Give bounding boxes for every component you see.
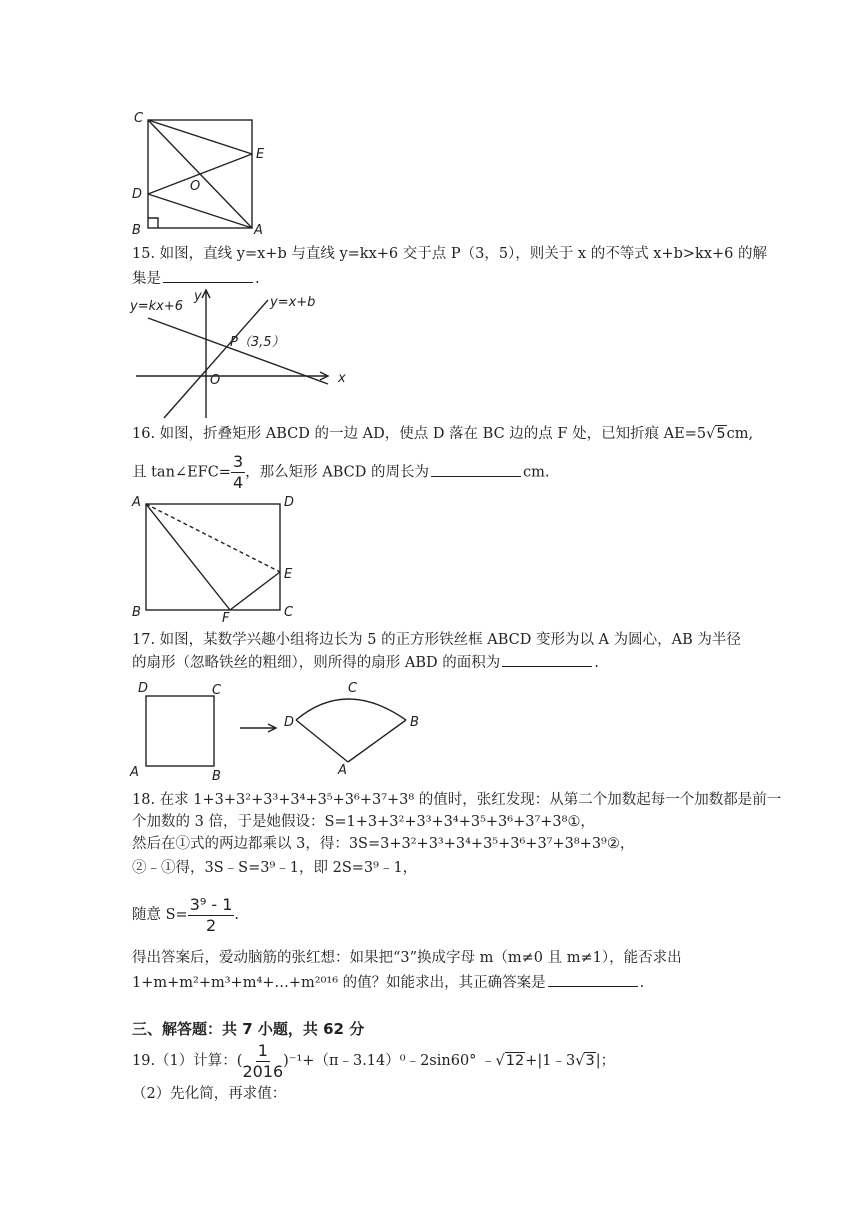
label-point-p: P（3,5） bbox=[230, 335, 285, 350]
label-origin: O bbox=[210, 373, 221, 388]
q18-fraction bbox=[188, 895, 235, 936]
q16-line2-text: 且 tan∠EFC= bbox=[132, 464, 231, 481]
q19-part1-end: |； bbox=[595, 1053, 616, 1069]
figure-q17-square-sector bbox=[128, 676, 428, 784]
q19-radical-3: 3 bbox=[585, 1053, 595, 1069]
q17-line2-end: . bbox=[594, 655, 599, 671]
figure-q14-rectangle bbox=[128, 108, 278, 236]
q18-line7-text: 1+m+m²+m³+m⁴+…+m²⁰¹⁶ 的值？如能求出，其正确答案是 bbox=[132, 975, 546, 991]
q19-part2: （2）先化简，再求值： bbox=[132, 1086, 287, 1102]
q17-line2-text: 的扇形（忽略铁丝的粗细），则所得的扇形 ABD 的面积为 bbox=[132, 655, 501, 671]
label-sq-b: B bbox=[212, 769, 221, 784]
label-line-kx6: y=kx+6 bbox=[130, 299, 183, 314]
label-sec-c: C bbox=[348, 681, 358, 696]
label-a: A bbox=[254, 223, 263, 236]
label-line-xb: y=x+b bbox=[270, 295, 316, 310]
label-c: C bbox=[134, 111, 144, 126]
q19-part1: 19.（1）计算：( $\frac{1}{2016}$ )⁻¹+（π﹣3.14）⁰﹣2sin60° ﹣√12+|1﹣3√3|； bbox=[132, 1040, 616, 1081]
label-x-axis: x bbox=[338, 371, 346, 386]
label-sq-d: D bbox=[138, 681, 149, 696]
q19-fraction bbox=[242, 1041, 283, 1082]
q16-line1-text: 16. 如图，折叠矩形 ABCD 的一边 AD，使点 D 落在 BC 边的点 F 处，已知折痕 AE=5 bbox=[132, 426, 707, 442]
label-e: E bbox=[256, 147, 265, 162]
figure-q16-folded-rectangle bbox=[128, 494, 308, 624]
q16-line2-mid: ，那么矩形 ABCD 的周长为 bbox=[245, 464, 429, 481]
q18-line7-end: . bbox=[639, 975, 645, 991]
q17-line1: 17. 如图，某数学兴趣小组将边长为 5 的正方形铁丝框 ABCD 变形为以 A 为圆心，AB 为半径 bbox=[132, 632, 741, 648]
label-sec-a: A bbox=[338, 763, 347, 778]
q19-radical-12: 12 bbox=[505, 1053, 525, 1069]
label-a: A bbox=[132, 495, 141, 510]
q18-line4: ②﹣①得，3S﹣S=3⁹﹣1，即 2S=3⁹﹣1， bbox=[132, 860, 418, 876]
label-b: B bbox=[132, 223, 141, 236]
figure-q15-graph bbox=[128, 288, 358, 422]
q15-line2-text: 集是 bbox=[132, 271, 161, 287]
q18-line6: 得出答案后，爱动脑筋的张红想：如果把“3”换成字母 m（m≠0 且 m≠1），能否求出 bbox=[132, 950, 682, 966]
q15-line2-end: . bbox=[255, 271, 260, 287]
label-sec-b: B bbox=[410, 715, 419, 730]
q18-line5 bbox=[132, 893, 239, 937]
label-d: D bbox=[284, 495, 295, 510]
q16-frac-den: 4 bbox=[232, 473, 244, 492]
label-f: F bbox=[222, 611, 230, 624]
label-b: B bbox=[132, 605, 141, 620]
q15-line2 bbox=[132, 268, 260, 289]
q16-answer-blank[interactable] bbox=[431, 462, 521, 477]
q18-answer-blank[interactable] bbox=[548, 972, 638, 987]
section-heading: 三、解答题：共 7 小题，共 62 分 bbox=[132, 1020, 365, 1038]
q19-part1-abs: +|1﹣3 bbox=[525, 1053, 576, 1069]
q17-answer-blank[interactable] bbox=[502, 652, 592, 667]
q19-frac-num: 1 bbox=[257, 1040, 268, 1060]
q18-line7 bbox=[132, 972, 644, 993]
label-o: O bbox=[190, 179, 201, 194]
q18-line5-text: 随意 S= bbox=[132, 907, 188, 923]
q16-frac-num: 3 bbox=[232, 452, 244, 471]
q18-line5-end: . bbox=[234, 907, 240, 923]
q16-line1-unit: cm, bbox=[726, 426, 754, 442]
q15-answer-blank[interactable] bbox=[163, 268, 253, 283]
q16-line2 bbox=[132, 452, 549, 493]
label-sq-c: C bbox=[212, 683, 222, 698]
q15-line1: 15. 如图，直线 y=x+b 与直线 y=kx+6 交于点 P（3，5），则关于 x 的不等式 x+b>kx+6 的解 bbox=[132, 246, 768, 262]
q19-part1-mid: )⁻¹+（π﹣3.14）⁰﹣2sin60° ﹣ bbox=[283, 1053, 496, 1069]
q16-line1: 16. 如图，折叠矩形 ABCD 的一边 AD，使点 D 落在 BC 边的点 F 处，已知折痕 AE=5√5cm, bbox=[132, 426, 754, 442]
q18-frac-num: 3⁹ - 1 bbox=[189, 894, 233, 914]
q16-radical: 5 bbox=[716, 426, 726, 442]
label-e: E bbox=[284, 567, 293, 582]
label-d: D bbox=[132, 187, 143, 202]
q16-line2-end: cm. bbox=[523, 464, 550, 481]
q18-frac-den: 2 bbox=[205, 915, 217, 935]
label-sq-a: A bbox=[130, 765, 139, 780]
label-y-axis: y bbox=[194, 289, 202, 304]
q19-frac-den: 2016 bbox=[242, 1061, 284, 1081]
q19-part1-text: 19.（1）计算：( bbox=[132, 1053, 243, 1069]
label-c: C bbox=[284, 605, 294, 620]
q18-line1: 18. 在求 1+3+3²+3³+3⁴+3⁵+3⁶+3⁷+3⁸ 的值时，张红发现：从第二个加数起每一个加数都是前一 bbox=[132, 792, 782, 808]
q17-line2 bbox=[132, 652, 599, 673]
q18-line3: 然后在①式的两边都乘以 3，得：3S=3+3²+3³+3⁴+3⁵+3⁶+3⁷+3⁸+3⁹②， bbox=[132, 836, 635, 852]
label-sec-d: D bbox=[284, 715, 295, 730]
q16-fraction bbox=[231, 452, 245, 493]
q18-line2: 个加数的 3 倍，于是她假设：S=1+3+3²+3³+3⁴+3⁵+3⁶+3⁷+3⁸①， bbox=[132, 814, 595, 830]
